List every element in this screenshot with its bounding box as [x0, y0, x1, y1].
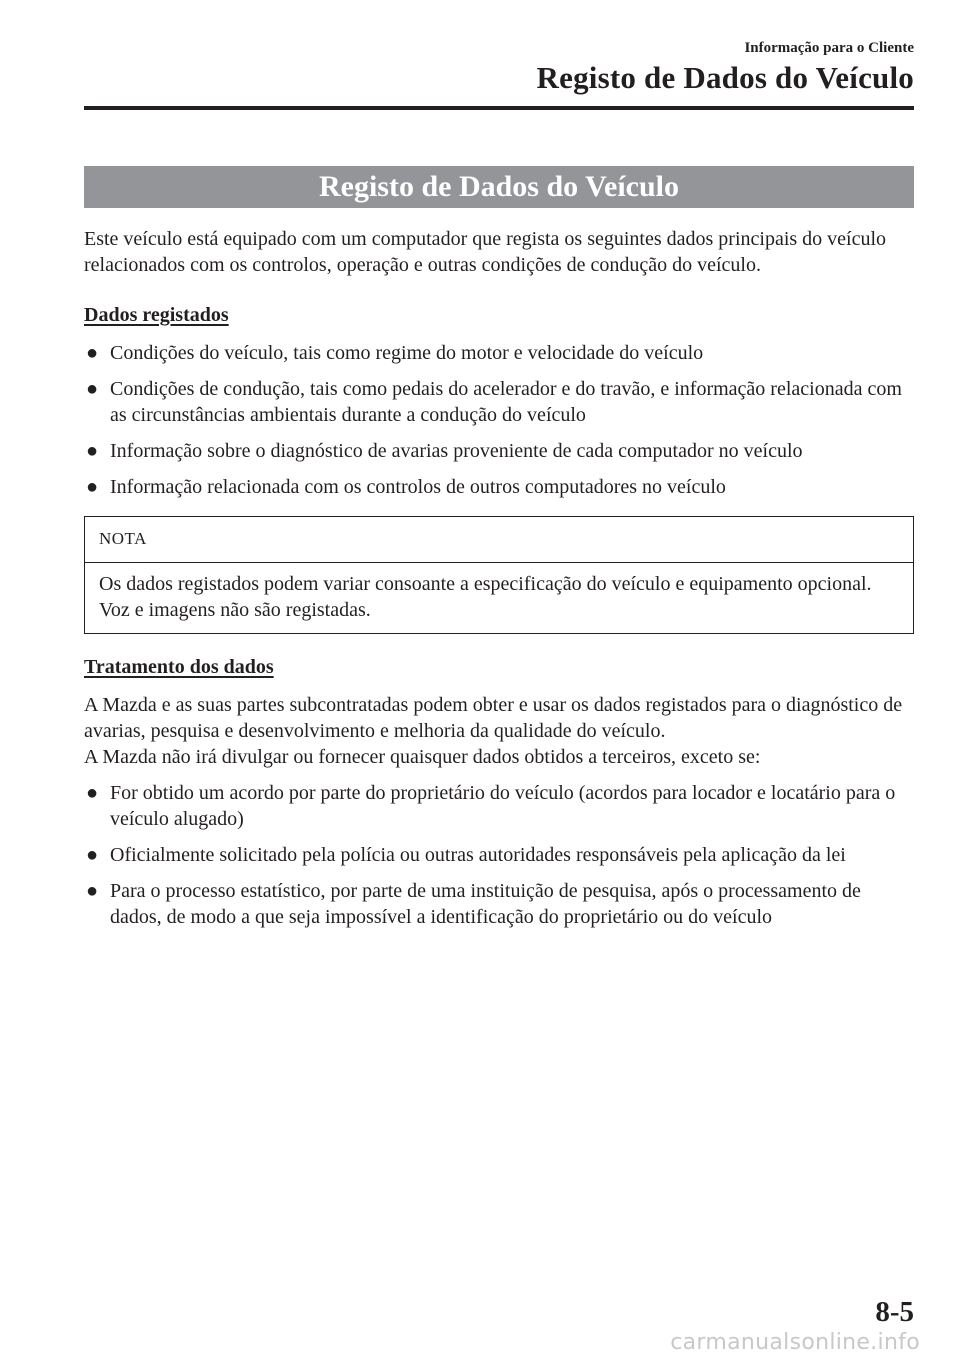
recorded-data-heading: Dados registados — [84, 304, 229, 326]
section-title-banner — [84, 166, 914, 208]
bullet-icon: ● — [86, 880, 99, 902]
list-item: ● Informação sobre o diagnóstico de avarias proveniente de cada computador no veículo — [86, 440, 803, 462]
note-text: Os dados registados podem variar consoante a especificação do veículo e equipamento opcional. Voz e imagens não são registadas. — [99, 573, 872, 621]
data-handling-heading: Tratamento dos dados — [84, 656, 274, 678]
list-item: ● Para o processo estatístico, por parte de uma instituição de pesquisa, após o processamento de dados, de modo a que seja impossível a identificação do proprietário ou do veículo — [86, 880, 861, 928]
header-divider — [84, 106, 914, 110]
note-box — [84, 516, 914, 634]
bullet-icon: ● — [86, 440, 99, 462]
note-title: NOTA — [85, 517, 913, 563]
page-header-title: Registo de Dados do Veículo — [536, 60, 914, 95]
data-handling-paragraph: A Mazda e as suas partes subcontratadas podem obter e usar os dados registados para o diagnóstico de avarias, pesquisa e desenvolvimento e melhoria da qualidade do veículo. A Mazda não irá divulgar ou fornecer quaisquer dados obtidos a terceiros, exceto se: — [84, 694, 903, 768]
list-item: ● For obtido um acordo por parte do proprietário do veículo (acordos para locador e locatário para o veículo alugado) — [86, 782, 896, 830]
list-item: ● Oficialmente solicitado pela polícia ou outras autoridades responsáveis pela aplicação da lei — [86, 844, 846, 866]
section-title: Registo de Dados do Veículo — [318, 170, 680, 203]
recorded-data-list — [84, 340, 914, 500]
bullet-icon: ● — [86, 476, 99, 498]
page-number: 8-5 — [875, 1296, 914, 1328]
page-content — [84, 226, 914, 940]
bullet-icon: ● — [86, 782, 99, 804]
chapter-label: Informação para o Cliente — [744, 40, 914, 56]
watermark: carmanualsonline.info — [670, 1330, 920, 1355]
intro-paragraph: Este veículo está equipado com um computador que regista os seguintes dados principais do veículo relacionados com os controlos, operação e outras condições de condução do veículo. — [84, 228, 887, 276]
list-item: ● Informação relacionada com os controlos de outros computadores no veículo — [86, 476, 726, 498]
bullet-icon: ● — [86, 342, 99, 364]
bullet-icon: ● — [86, 844, 99, 866]
bullet-icon: ● — [86, 378, 99, 400]
data-handling-list — [84, 780, 914, 930]
list-item: ● Condições do veículo, tais como regime do motor e velocidade do veículo — [86, 342, 704, 364]
list-item: ● Condições de condução, tais como pedais do acelerador e do travão, e informação relacionada com as circunstâncias ambientais durante a condução do veículo — [86, 378, 902, 426]
